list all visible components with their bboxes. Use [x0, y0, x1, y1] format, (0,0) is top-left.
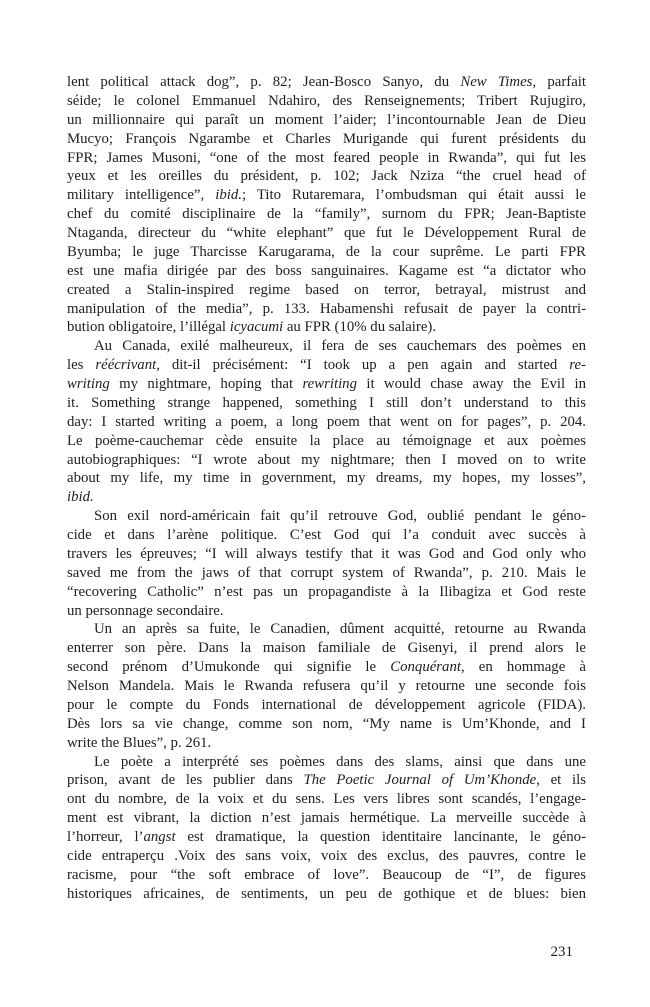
text-line: Nelson Mandela. Mais le Rwanda refusera qu’il y retourne une seconde fois [67, 678, 586, 694]
text-line: les réécrivant, dit-il précisément: “I took up a pen again and started re- [67, 357, 586, 374]
text-line: cide entraperçu .Voix des sans voix, voix des exclus, des pauvres, contre le [67, 847, 586, 864]
text-line: Au Canada, exilé malheureux, il fera de ses cauchemars des poèmes en [94, 338, 586, 355]
text-line: Mucyo; François Ngarambe et Charles Murigande qui furent présidents du [67, 130, 586, 147]
text-line: pour le compte du Fonds international de développement agricole (FIDA). [67, 696, 586, 713]
text-line: Byumba; le juge Tharcisse Karugarama, de la cour suprême. Le parti FPR [67, 243, 586, 260]
text-line: enterrer son père. Dans la maison familiale de Gisenyi, il prend alors le [67, 640, 586, 657]
text-line: autobiographiques: “I wrote about my nightmare; then I moved on to write [67, 451, 586, 468]
text-line: writing my nightmare, hoping that rewriting it would chase away the Evil in [67, 376, 587, 392]
text-line: cide et dans l’arène politique. C’est God qui l’a conduit avec succès à [67, 527, 586, 543]
text-line: un personnage secondaire. [67, 602, 224, 619]
text-line: ibid. [67, 489, 94, 506]
text-line: FPR; James Musoni, “one of the most feared people in Rwanda”, qui fut les [67, 149, 586, 166]
text-line: military intelligence”, ibid.; Tito Rutaremara, l’ombudsman qui était aussi le [67, 187, 586, 204]
text-line: Le poème-cauchemar cède ensuite la place au témoignage et aux poèmes [67, 432, 586, 449]
text-line: Son exil nord-américain fait qu’il retrouve God, oublié pendant le géno- [94, 508, 586, 525]
text-line: Dès lors sa vie change, comme son nom, “My name is Um’Khonde, and I [67, 715, 586, 732]
text-line: Le poète a interprété ses poèmes dans des slams, ainsi que dans une [94, 753, 586, 770]
text-line: Un an après sa fuite, le Canadien, dûment acquitté, retourne au Rwanda [94, 621, 586, 638]
text-line: day: I started writing a poem, a long poem that went on for pages”, p. 204. [67, 413, 586, 430]
text-line: un millionnaire qui paraît un moment l’aider; l’incontournable Jean de Dieu [67, 111, 586, 128]
text-line: about my life, my time in government, my dreams, my hopes, my losses”, [67, 470, 586, 487]
text-line: prison, avant de les publier dans The Poetic Journal of Um’Khonde, et ils [67, 772, 586, 789]
text-line: historiques africaines, de sentiments, un peu de gothique et de blues: bien [67, 885, 586, 902]
text-line: it. Something strange happened, something I still don’t understand to this [67, 394, 586, 411]
text-line: lent political attack dog”, p. 82; Jean-Bosco Sanyo, du New Times, parfait [67, 74, 586, 90]
text-line: write the Blues”, p. 261. [67, 734, 212, 751]
text-line: yeux et les oreilles du président, p. 102; Jack Nziza “the cruel head of [67, 168, 586, 185]
page-text [67, 73, 586, 904]
text-line: ment est vibrant, la diction n’est jamais hermétique. La merveille succède à [67, 810, 586, 827]
text-line: travers les épreuves; “I will always testify that it was God and God only who [67, 545, 586, 562]
text-line: racisme, pour “the soft embrace of love”. Beaucoup de “I”, de figures [67, 866, 586, 883]
page-number: 231 [550, 944, 573, 960]
text-line: chef du comité disciplinaire de la “family”, surnom du FPR; Jean-Baptiste [67, 206, 586, 223]
text-line: saved me from the jaws of that corrupt system of Rwanda”, p. 210. Mais le [67, 564, 586, 581]
text-line: est une mafia dirigée par des boss sanguinaires. Kagame est “a dictator who [67, 262, 586, 279]
text-line: ont du nombre, de la voix et du sens. Les vers libres sont scandés, l’engage- [67, 791, 586, 808]
text-line: bution obligatoire, l’illégal icyacumi au FPR (10% du salaire). [67, 319, 437, 336]
text-line: manipulation of the media”, p. 133. Habamenshi refusait de payer la contri- [67, 300, 586, 317]
text-line: “recovering Catholic” n’est pas un propagandiste à la Ilibagiza et God reste [67, 583, 586, 600]
text-line: séide; le colonel Emmanuel Ndahiro, des Renseignements; Tribert Rujugiro, [67, 92, 586, 109]
text-line: created a Stalin-inspired regime based on terror, betrayal, mistrust and [67, 281, 586, 298]
text-line: second prénom d’Umukonde qui signifie le Conquérant, en hommage à [67, 659, 586, 676]
text-line: l’horreur, l’angst est dramatique, la question identitaire lancinante, le géno- [67, 829, 586, 845]
text-line: Ntaganda, directeur du “white elephant” que fut le Développement Rural de [67, 225, 586, 241]
